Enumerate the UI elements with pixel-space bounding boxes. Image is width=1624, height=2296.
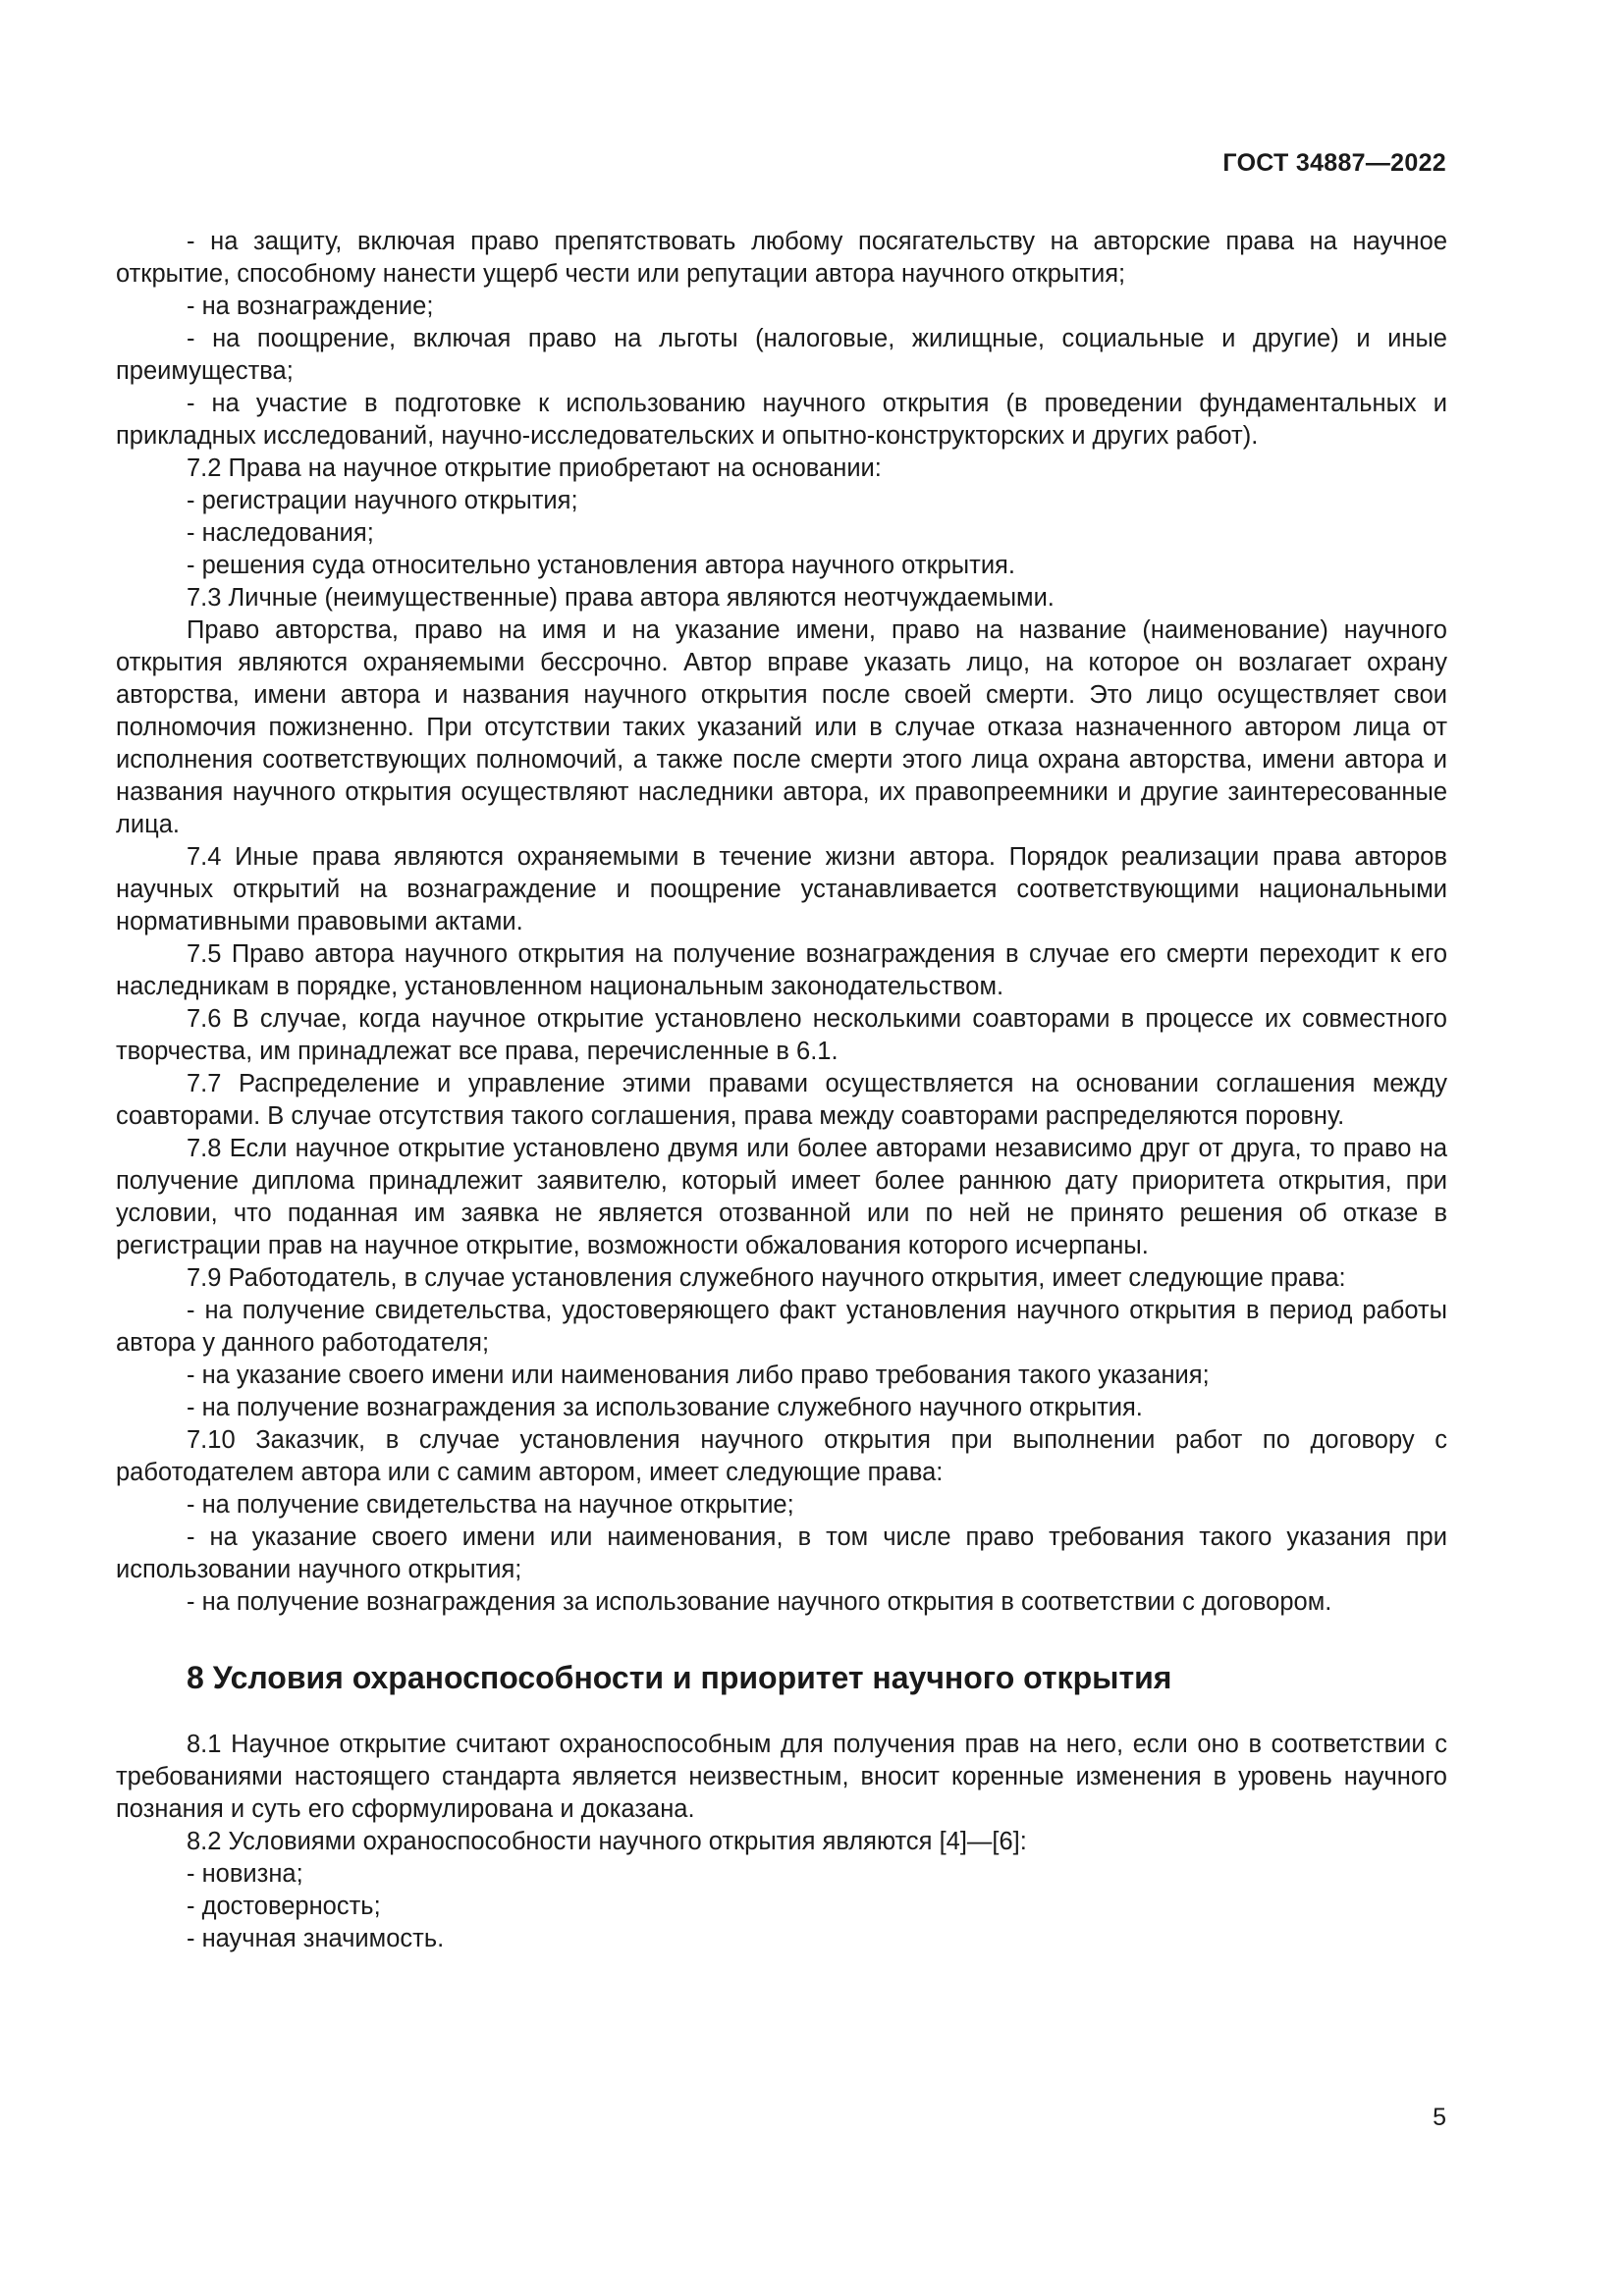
section-heading: 8 Условия охраноспособности и приоритет научного открытия [187, 1660, 1172, 1695]
paragraph: 8.2 Условиями охраноспособности научного открытия являются [4]—[6]: [187, 1828, 1027, 1855]
paragraph: 7.2 Права на научное открытие приобретают на основании: [187, 454, 882, 482]
paragraph: 7.5 Право автора научного открытия на получение вознаграждения в случае его смерти переходит к его наследникам в порядке, установленном национальным законодательством. [116, 940, 1447, 1000]
paragraph: 7.3 Личные (неимущественные) права автора являются неотчуждаемыми. [187, 584, 1055, 612]
paragraph: Право авторства, право на имя и на указание имени, право на название (наименование) научного открытия являются охраняемыми бессрочно. Автор вправе указать лицо, на которое он возлагает охрану авторства, имени автора и названия научного открытия после своей смерти. Это лицо осуществляет свои полномочия пожизненно. При отсутствии таких указаний или в случае отказа назначенного автором лица от исполнения соответствующих полномочий, а также после смерти этого лица охрана авторства, имени автора и названия научного открытия осуществляют наследники автора, их правопреемники и другие заинтересованные лица. [116, 616, 1447, 838]
paragraph: - на вознаграждение; [187, 293, 434, 320]
list-item: - наследования; [187, 519, 374, 547]
paragraph: - на участие в подготовке к использованию научного открытия (в проведении фундаментальных и прикладных исследований, научно-исследовательских и опытно-конструкторских и других работ). [116, 390, 1447, 450]
paragraph: 7.6 В случае, когда научное открытие установлено несколькими соавторами в процессе их совместного творчества, им принадлежат все права, перечисленные в 6.1. [116, 1005, 1447, 1065]
page-content [116, 226, 1447, 1955]
paragraph: 7.10 Заказчик, в случае установления научного открытия при выполнении работ по договору с работодателем автора или с самим автором, имеет следующие права: [116, 1426, 1447, 1486]
paragraph: - на получение вознаграждения за использование служебного научного открытия. [187, 1394, 1143, 1421]
paragraph: - на получение свидетельства на научное открытие; [187, 1491, 794, 1519]
standard-header: ГОСТ 34887—2022 [1222, 149, 1446, 177]
list-item: - научная значимость. [187, 1925, 445, 1952]
list-item: - новизна; [187, 1860, 303, 1888]
paragraph: 7.8 Если научное открытие установлено двумя или более авторами независимо друг от друга, то право на получение диплома принадлежит заявителю, который имеет более раннюю дату приоритета открытия, при условии, что поданная им заявка не является отозванной или по ней не принято решения об отказе в регистрации прав на научное открытие, возможности обжалования которого исчерпаны. [116, 1135, 1447, 1259]
paragraph: 7.7 Распределение и управление этими правами осуществляется на основании соглашения между соавторами. В случае отсутствия такого соглашения, права между соавторами распределяются поровну. [116, 1070, 1447, 1130]
paragraph: 8.1 Научное открытие считают охраноспособным для получения прав на него, если оно в соответствии с требованиями настоящего стандарта является неизвестным, вносит коренные изменения в уровень научного познания и суть его сформулирована и доказана. [116, 1731, 1447, 1823]
paragraph: - на указание своего имени или наименования либо право требования такого указания; [187, 1362, 1210, 1389]
paragraph: - на защиту, включая право препятствовать любому посягательству на авторские права на научное открытие, способному нанести ущерб чести или репутации автора научного открытия; [116, 228, 1447, 288]
paragraph: 7.9 Работодатель, в случае установления служебного научного открытия, имеет следующие права: [187, 1264, 1346, 1292]
list-item: - достоверность; [187, 1893, 381, 1920]
paragraph: - на получение вознаграждения за использование научного открытия в соответствии с договором. [187, 1588, 1332, 1616]
paragraph: - на указание своего имени или наименования, в том числе право требования такого указания при использовании научного открытия; [116, 1523, 1447, 1583]
paragraph: - на получение свидетельства, удостоверяющего факт установления научного открытия в период работы автора у данного работодателя; [116, 1297, 1447, 1357]
list-item: - решения суда относительно установления автора научного открытия. [187, 552, 1015, 579]
list-item: - регистрации научного открытия; [187, 487, 578, 514]
paragraph: - на поощрение, включая право на льготы (налоговые, жилищные, социальные и другие) и иные преимущества; [116, 325, 1447, 385]
page-number: 5 [1433, 2104, 1446, 2131]
paragraph: 7.4 Иные права являются охраняемыми в течение жизни автора. Порядок реализации права авторов научных открытий на вознаграждение и поощрение устанавливается соответствующими национальными нормативными правовыми актами. [116, 843, 1447, 935]
